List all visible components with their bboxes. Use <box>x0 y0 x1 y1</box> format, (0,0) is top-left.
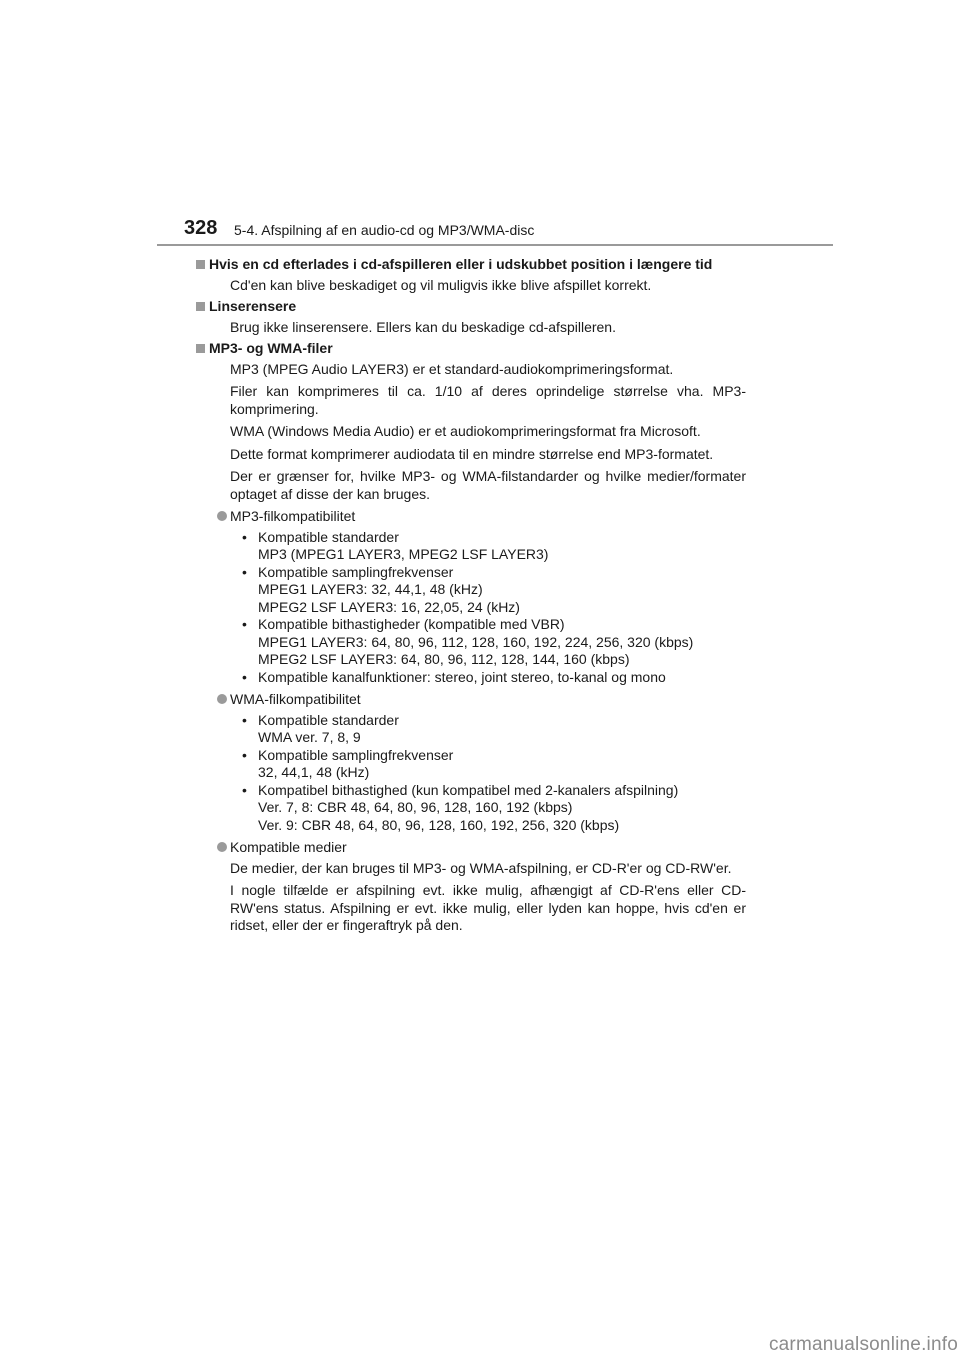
section-title: 5-4. Afspilning af en audio-cd og MP3/WMA-disc <box>234 222 535 238</box>
subheading-wma-compatibility: WMA-filkompatibilitet <box>230 691 746 709</box>
list-item: • Kompatible standarder MP3 (MPEG1 LAYER3, MPEG2 LSF LAYER3) <box>242 528 549 562</box>
bullet-icon: • <box>242 563 247 580</box>
bullet-icon: • <box>242 668 247 685</box>
paragraph: Brug ikke linserensere. Ellers kan du beskadige cd-afspilleren. <box>230 318 616 335</box>
list-item: • Kompatible standarder WMA ver. 7, 8, 9 <box>242 711 399 745</box>
list-item: • Kompatible samplingfrekvenser MPEG1 LAYER3: 32, 44,1, 48 (kHz) MPEG2 LSF LAYER3: 16, 22,05, 24 (kHz) <box>242 563 520 615</box>
paragraph: De medier, der kan bruges til MP3- og WMA-afspilning, er CD-R'er og CD-RW'er. <box>230 859 732 876</box>
list-item: • Kompatible kanalfunktioner: stereo, joint stereo, to-kanal og mono <box>242 668 666 685</box>
page-content <box>209 256 746 935</box>
circle-bullet-icon <box>217 842 227 852</box>
paragraph: MP3 (MPEG Audio LAYER3) er et standard-audiokomprimeringsformat. <box>230 360 674 377</box>
square-bullet-icon <box>196 344 205 353</box>
mp3-spec-list <box>242 529 746 687</box>
subheading-compatible-media: Kompatible medier <box>230 839 746 857</box>
paragraph: Cd'en kan blive beskadiget og vil muligvis ikke blive afspillet korrekt. <box>230 276 652 293</box>
circle-bullet-icon <box>217 694 227 704</box>
list-item: • Kompatible bithastigheder (kompatible med VBR) MPEG1 LAYER3: 64, 80, 96, 112, 128, 160, 192, 224, 256, 320 (kbps) MPEG2 LSF LAYER3: 64, 80, 96, 112, 128, 144, 160 (kbps) <box>242 616 694 667</box>
bullet-icon: • <box>242 711 247 728</box>
watermark: carmanualsonline.info <box>768 1334 958 1355</box>
paragraph: Der er grænser for, hvilke MP3- og WMA-filstandarder og hvilke medier/formater optaget af disse der kan bruges. <box>230 468 746 502</box>
heading-cd-left-in-player: Hvis en cd efterlades i cd-afspilleren eller i udskubbet position i længere tid <box>209 256 746 274</box>
bullet-icon: • <box>242 746 247 763</box>
bullet-icon: • <box>242 528 247 545</box>
circle-bullet-icon <box>217 511 227 521</box>
list-item: • Kompatibel bithastighed (kun kompatibel med 2-kanalers afspilning) Ver. 7, 8: CBR 48, 64, 80, 96, 128, 160, 192 (kbps) Ver. 9: CBR 48, 64, 80, 96, 128, 160, 192, 256, 320 (kbps) <box>242 781 679 833</box>
wma-spec-list <box>242 712 746 835</box>
subheading-mp3-compatibility: MP3-filkompatibilitet <box>230 508 746 526</box>
paragraph: Dette format komprimerer audiodata til en mindre størrelse end MP3-formatet. <box>230 445 714 462</box>
paragraph: WMA (Windows Media Audio) er et audiokomprimeringsformat fra Microsoft. <box>230 423 701 439</box>
page-number: 328 <box>184 217 218 239</box>
square-bullet-icon <box>196 302 205 311</box>
header-rule <box>157 244 833 246</box>
paragraph: Filer kan komprimeres til ca. 1/10 af deres oprindelige størrelse vha. MP3-komprimering. <box>230 383 746 417</box>
square-bullet-icon <box>196 260 205 269</box>
heading-mp3-wma-files: MP3- og WMA-filer <box>209 340 746 358</box>
bullet-icon: • <box>242 616 247 632</box>
paragraph: I nogle tilfælde er afspilning evt. ikke mulig, afhængigt af CD-R'ens eller CD-RW'ens status. Afspilning er evt. ikke mulig, eller lyden kan hoppe, hvis cd'en er ridset, eller der er fingeraftryk på den. <box>230 882 746 933</box>
heading-lens-cleaners: Linserensere <box>209 298 746 316</box>
list-item: • Kompatible samplingfrekvenser 32, 44,1, 48 (kHz) <box>242 746 454 780</box>
bullet-icon: • <box>242 781 247 798</box>
